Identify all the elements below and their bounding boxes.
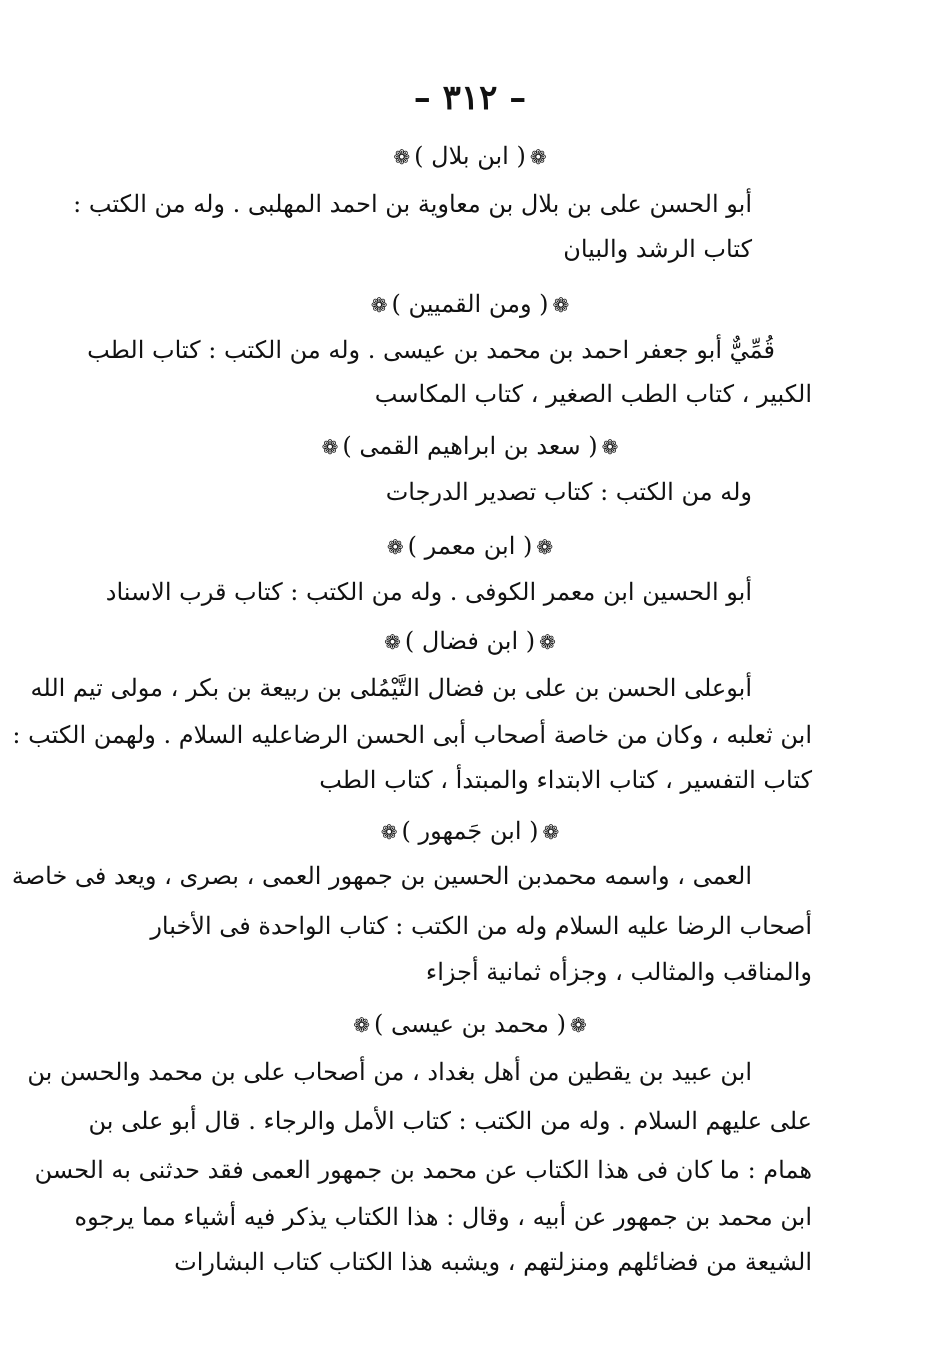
heading-text: ( ابن بلال ) — [414, 142, 526, 170]
ornament-icon: ❁ — [386, 535, 404, 559]
text-line: الكبير ، كتاب الطب الصغير ، كتاب المكاسب — [374, 380, 812, 408]
heading-text: ( سعد بن ابراهيم القمى ) — [342, 432, 598, 460]
ornament-icon: ❁ — [353, 1013, 370, 1037]
page-number: – ٣١٢ – — [413, 78, 527, 118]
ornament-icon: ❁ — [384, 630, 401, 654]
text-line: كتاب الرشد والبيان — [563, 235, 752, 263]
text-line: والمناقب والمثالب ، وجزأه ثمانية أجزاء — [425, 958, 812, 986]
ornament-icon: ❁ — [393, 145, 411, 169]
section-heading-muhammad-bin-isa — [0, 1010, 940, 1038]
ornament-icon: ❁ — [380, 820, 398, 844]
text-line: ابن ثعلبه ، وكان من خاصة أصحاب أبى الحسن الرضاعليه السلام . ولهمن الكتب : — [12, 721, 812, 749]
text-line: كتاب التفسير ، كتاب الابتداء والمبتدأ ، كتاب الطب — [319, 766, 812, 794]
text-line: الشيعة من فضائلهم ومنزلتهم ، ويشبه هذا الكتاب كتاب البشارات — [174, 1248, 812, 1276]
section-heading-ibn-faddal — [0, 627, 940, 655]
text-line: همام : ما كان فى هذا الكتاب عن محمد بن جمهور العمى فقد حدثنى به الحسن — [34, 1156, 812, 1184]
text-line: ابن عبيد بن يقطين من أهل بغداد ، من أصحاب على بن محمد والحسن بن — [27, 1058, 752, 1086]
text-line: أبو الحسين ابن معمر الكوفى . وله من الكتب : كتاب قرب الاسناد — [105, 578, 752, 606]
text-line: ابن محمد بن جمهور عن أبيه ، وقال : هذا الكتاب يذكر فيه أشياء مما يرجوه — [74, 1203, 812, 1231]
text-line: أبو الحسن على بن بلال بن معاوية بن احمد المهلبى . وله من الكتب : — [73, 190, 752, 218]
heading-text: ( ابن معمر ) — [407, 532, 533, 560]
ornament-icon: ❁ — [539, 630, 556, 654]
heading-text: ( ابن فضال ) — [404, 627, 536, 655]
ornament-icon: ❁ — [529, 145, 547, 169]
ornament-icon: ❁ — [542, 820, 560, 844]
text-line: العمى ، واسمه محمدبن الحسين بن جمهور العمى ، بصرى ، ويعد فى خاصة — [11, 862, 752, 890]
ornament-icon: ❁ — [601, 435, 619, 459]
section-heading-saad — [0, 432, 940, 460]
text-line: على عليهم السلام . وله من الكتب : كتاب الأمل والرجاء . قال أبو على بن — [88, 1107, 812, 1135]
ornament-icon: ❁ — [321, 435, 339, 459]
text-line: قُمِّيٌّ أبو جعفر احمد بن محمد بن عيسى . وله من الكتب : كتاب الطب — [87, 336, 775, 364]
ornament-icon: ❁ — [552, 293, 570, 317]
ornament-icon: ❁ — [536, 535, 554, 559]
text-line: أبوعلى الحسن بن على بن فضال التَّيْمُلى بن ربيعة بن بكر ، مولى تيم الله — [30, 674, 752, 702]
heading-text: ( محمد بن عيسى ) — [374, 1010, 566, 1038]
ornament-icon: ❁ — [570, 1013, 587, 1037]
section-heading-qummiyyin — [0, 290, 940, 318]
text-line: وله من الكتب : كتاب تصدير الدرجات — [385, 478, 752, 506]
section-heading-ibn-jumhur — [0, 817, 940, 845]
section-heading-ibn-bilal — [0, 142, 940, 170]
section-heading-ibn-mamar — [0, 532, 940, 560]
ornament-icon: ❁ — [370, 293, 388, 317]
heading-text: ( ابن جَمهور ) — [401, 817, 539, 845]
heading-text: ( ومن القميين ) — [391, 290, 549, 318]
text-line: أصحاب الرضا عليه السلام وله من الكتب : كتاب الواحدة فى الأخبار — [150, 912, 812, 940]
